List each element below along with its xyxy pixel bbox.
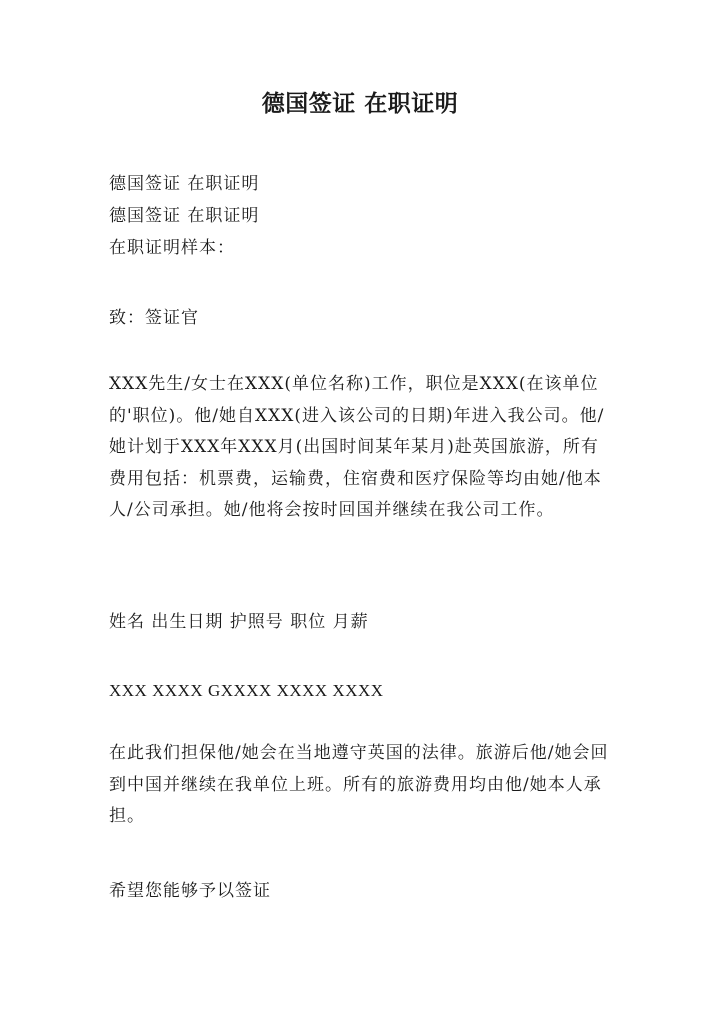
salutation: 致：签证官	[109, 308, 199, 328]
body-paragraph: XXX先生/女士在XXX(单位名称)工作，职位是XXX(在该单位的'职位)。他/她自XXX(进入该公司的日期)年进入我公司。他/她计划于XXX年XXX月(出国时间某年某月)赴英国旅游，所有费用包括：机票费，运输费，住宿费和医疗保险等均由她/他本人/公司承担。她/他将会按时回国并继续在我公司工作。	[109, 374, 605, 521]
header-line-3: 在职证明样本：	[109, 238, 235, 258]
table-data-row: XXX XXXX GXXXX XXXX XXXX	[109, 681, 384, 700]
table-header-row: 姓名 出生日期 护照号 职位 月薪	[109, 612, 369, 632]
document-title: 德国签证 在职证明	[261, 90, 459, 117]
guarantee-paragraph: 在此我们担保他/她会在当地遵守英国的法律。旅游后他/她会回到中国并继续在我单位上班。所有的旅游费用均由他/她本人承担。	[109, 743, 609, 827]
header-line-2: 德国签证 在职证明	[109, 206, 260, 226]
closing-line: 希望您能够予以签证	[109, 881, 271, 901]
header-line-1: 德国签证 在职证明	[109, 174, 260, 194]
